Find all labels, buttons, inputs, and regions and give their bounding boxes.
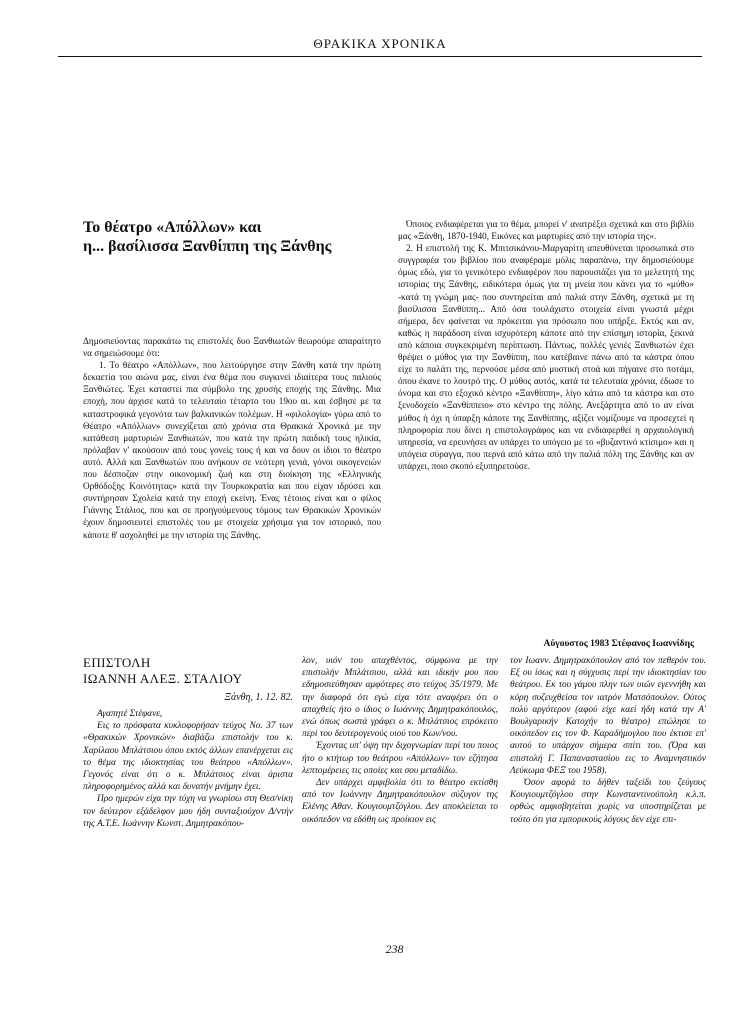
letter-paragraph: Έχοντας υπ' όψη την διχογνωμίαν περί του ποιος ήτο ο κτήτωρ του θεάτρου «Απόλλων» τον εζήτησα λεπτομέρειες τις οποίες και σου μεταδίδω. (302, 741, 498, 776)
letter-date: Ξάνθη, 1. 12. 82. (224, 692, 293, 703)
letter-paragraph: τον Ιωανν. Δημητρακόπουλον από τον πεθερόν του. Εξ ου ίσως και η σύγχυσις περί την ιδιοκτησίαν του θεάτρου. Εκ του γάμου πλην των υιών εγεννήθη και κόρη συζευχθείσα τον ιατρόν Ματσόπουλον. Ούτος πολύ αργότερον (αφού είχε καεί ήδη κατά την Α' Βουλγαρικήν Κατοχήν το θέατρο) επώλησε το οικόπεδον εις τον Φ. Καραδήμογλου που έκτισε επ' αυτού το υπάρχον σήμερα σπίτι του. (Όρα και επιστολή Γ. Παπαναστασίου εις το Αναμνηστικόν Λεύκωμα ΦΕΞ του 1958). (510, 656, 706, 776)
article-title-line-2: η... βασίλισσα Ξανθίππη της Ξάνθης (83, 238, 332, 255)
article-right-column (398, 218, 694, 472)
letter-paragraph: Προ ημερών είχα την τύχη να γνωρίσω στη Θεσ/νίκη τον δεύτερον εξάδελφον μου ήδη συνταξιούχον Δ/ντήν της Α.Τ.Ε. Ιωάννην Κωνστ. Δημητρακόπου- (83, 794, 293, 829)
article-intro (83, 335, 381, 541)
letter-heading-line-2: ΙΩΑΝΝΗ ΑΛΕΞ. ΣΤΑΛΙΟΥ (83, 671, 243, 686)
letter-paragraph: Δεν υπάρχει αμφιβολία ότι το θέατρο εκτίσθη από τον Ιωάννην Δημητρακόπουλον σύζυγον της Ελένης Αθαν. Κουγιουμτζόγλου. Δεν αποκλείεται το οικόπεδον να εδόθη ως προίκιον εις (302, 778, 498, 825)
letter-heading (83, 655, 293, 687)
running-header: ΘΡΑΚΙΚΑ ΧΡΟΝΙΚΑ (313, 36, 447, 51)
letter-column-3 (510, 655, 706, 826)
header-rule (58, 56, 702, 57)
right-paragraph: Όποιος ενδιαφέρεται για το θέμα, μπορεί ν' ανατρέξει σχετικά και στο βιβλίο μας «Ξάνθη, 1870-1940, Εικόνες και μαρτυρίες από την ιστορία της». (398, 219, 694, 242)
article-signature: Αύγουστος 1983 Στέφανος Ιωαννίδης (543, 639, 694, 649)
letter-column-2 (302, 655, 498, 826)
intro-paragraph: Δημοσιεύοντας παρακάτω τις επιστολές δυο Ξανθιωτών θεωρούμε απαραίτητο να σημειώσουμε ότι: (83, 336, 381, 359)
page-number: 238 (385, 942, 404, 956)
article-title-line-1: Το θέατρο «Απόλλων» και (83, 219, 262, 236)
letter-salutation: Αγαπητέ Στέφανε, (97, 709, 163, 719)
right-paragraph: 2. Η επιστολή της Κ. Μπιτσικάνου-Μαργαρίτη απευθύνεται προσωπικά στο συγγραφέα του βιβλίου που αναφέραμε μόλις παραπάνω, την δημοσιεύουμε όμως εδώ, για το γενικότερο ενδιαφέρον που παρουσιάζει για το μελετητή της ιστορίας της Ξάνθης, ειδικότερα όμως για τη μνεία που κάνει για το «μύθο» -κατά τη γνώμη μας- που συντηρείται από παλιά στην Ξάνθη, σχετικά με τη βασίλισσα Ξανθίππη... Από όσα τουλάχιστο στοιχεία είναι γνωστά μέχρι σήμερα, δεν φαίνεται να πρόκειται για πρόσωπο που υπήρξε. Εκτός και αν, καθώς η παράδοση είναι ισχυρότερη κάποτε από την επίσημη ιστορία, ξεκινά από κάποια συγκεκριμένη περίπτωση. Πάντως, πολλές γενιές Ξανθιωτών έχει θρέψει ο μύθος για την Ξανθίππη, που κατέβαινε πάνω από τα κάστρα όπου είχε το παλάτι της, περνούσε μέσα από μυστική στοά και πήγαινε στο ποτάμι, όπου έκανε το λουτρό της. Ο μύθος αυτός, κατά τα τελευταία χρόνια, έδωσε το όνομα και στο εξοχικό κέντρο «Ξανθίππη», λίγο κάτω από τα κάστρα και στο ξενοδοχείο «Ξανθίππειο» στο κέντρο της πόλης. Ανεξάρτητα από το αν είναι μύθος ή όχι η ύπαρξη κάποτε της Ξανθίππης, αξίζει νομίζουμε να προσεχτεί η πληροφορία που δίνει η επιστολογράφος και να ενδιαφερθεί η αρχαιολογική υπηρεσία, να ερευνήσει αν υπάρχει το υπόγειο με το «βυζαντινό κτίσιμο» και η υπόγεια σύραγγα, που περνά από κάτω από την παλιά πόλη της Ξάνθης και αν υπάρχει, ποιο σκοπό εξυπηρετούσε. (398, 243, 694, 471)
letter-paragraph: λον, υιόν του απαχθέντος, σύμφωνα με την επιστολήν Μπλάτσιου, αλλά και ιδικήν μου που εδημοσιεύθησαν αμφότερες στο τεύχος 35/1979. Με την διαφορά ότι εγώ είχα τότε αναφέρει ότι ο απαχθείς ήτο ο ίδιος ο Ιωάννης Δημητρακόπουλος, ενώ όπως σωστά γράφει ο κ. Μπλάτσιος επρόκειτο περί του δευτερογενούς υιού του Κων/νου. (302, 656, 498, 740)
letter-column-1 (83, 708, 293, 830)
letter-paragraph: Εις το πρόσφατα κυκλοφορήσαν τεύχος Νο. 37 των «Θρακικών Χρονικών» διαβάζω επιστολήν του κ. Χαρίλαου Μπλάτσιου όπου εκτός άλλων επανέρχεται εις το θέμα της ιδιοκτησίας του θεάτρου «Απόλλων». Γεγονός είναι ότι ο κ. Μπλάτσιος είναι άριστα πληροφορημένος αλλά και δυνατήν μνήμην έχει. (83, 721, 293, 793)
letter-heading-line-1: ΕΠΙΣΤΟΛΗ (83, 655, 151, 670)
letter-paragraph: Όσον αφορά το δήθεν ταξείδι του ζεύγους Κουγιουμτζόγλου στην Κωνσταντινούπολη κ.λ.π. ορθώς αμφισβητείται χωρίς να υποστηρίζεται με τούτο ότι για εμπορικούς λόγους δεν είχε επι- (510, 778, 706, 825)
intro-paragraph: 1. Το θέατρο «Απόλλων», που λειτούργησε στην Ξάνθη κατά την πρώτη δεκαετία του αιώνα μας, είναι ένα θέμα που συγκινεί ιδιαίτερα τους παλιούς Ξανθιώτες. Έχει καταστεί πια σύμβολο της χρυσής εποχής της Ξάνθης. Μια εποχή, που άρχισε κατά το τελευταίο τέταρτο του 19ου αι. και έσβησε με τα καταστροφικά γεγονότα των βαλκανικών πολέμων. Η «φιλολογία» γύρω από το Θέατρο «Απόλλων» συνεχίζεται από χρόνια στα Θρακικά Χρονικά με την κατάθεση μαρτυριών Ξανθιωτών, που κατά την πρώτη παιδική τους ηλικία, πρόλαβαν ν' ακούσουν από τους γονείς τους ή και να δουν οι ίδιοι το θέατρο αυτό. Αλλά και Ξανθιωτών που ανήκουν σε νεότερη γενιά, γόνοι οικογενειών που δέσποζαν στην οικονομική ζωή και στη διοίκηση της «Ελληνικής Ορθόδοξης Κοινότητας» κατά την Τουρκοκρατία και που είχαν ιδρύσει και συντήρησαν Σχολεία κατά την εποχή εκείνη. Ένας τέτοιος είναι και ο φίλος Γιάννης Στάλιος, που και σε προηγούμενους τόμους των Θρακικών Χρονικών έχουν δημοσιευτεί επιστολές του με στοιχεία χρήσιμα για τον ιστορικό, που κάποτε θ' ασχοληθεί με την ιστορία της Ξάνθης. (83, 360, 381, 540)
article-title (83, 218, 383, 256)
